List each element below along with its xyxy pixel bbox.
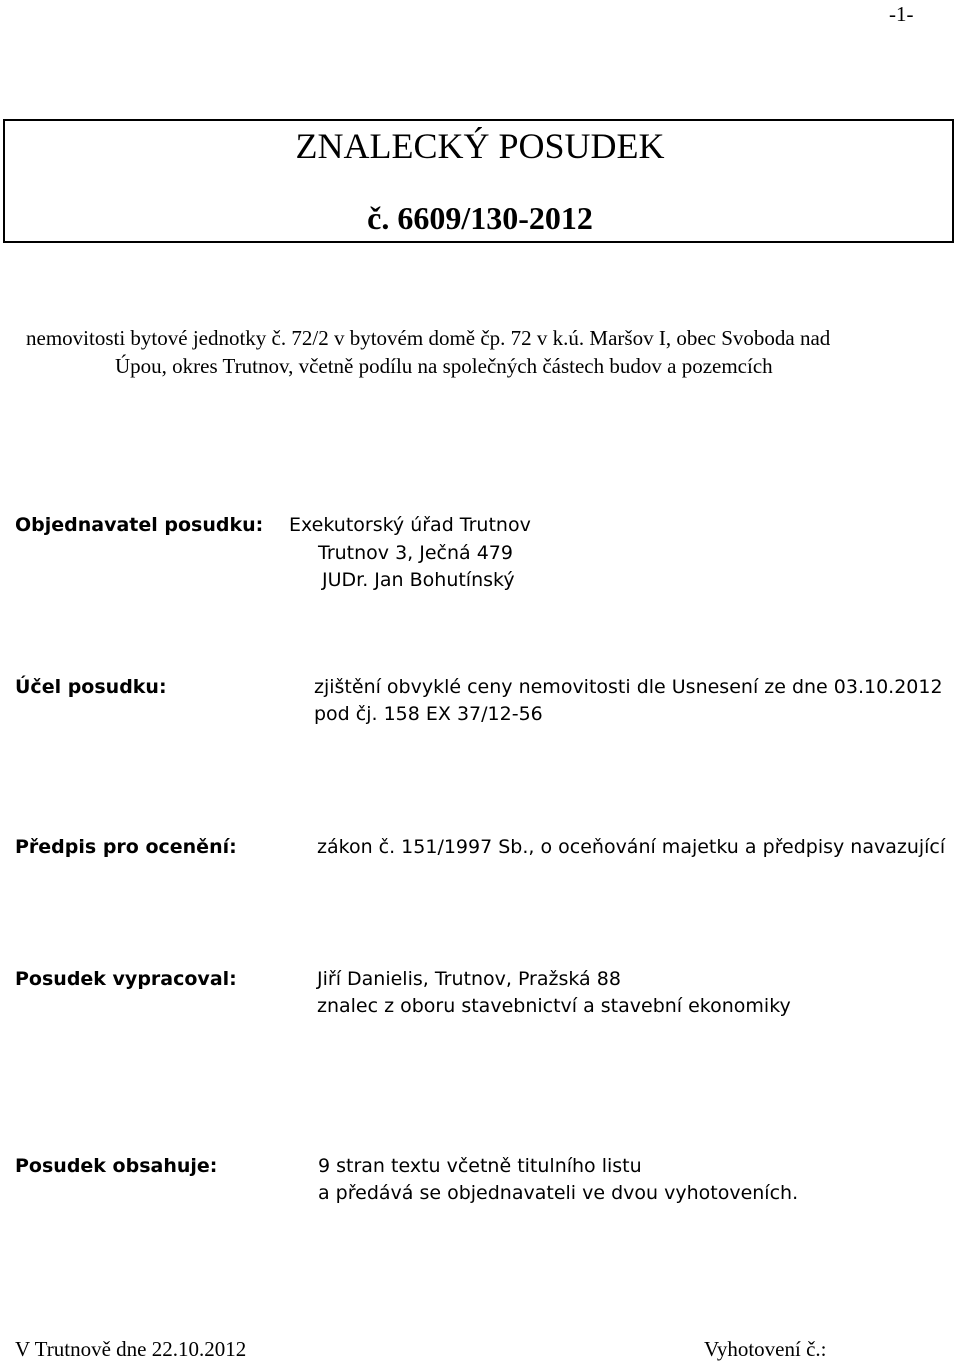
- client-label: Objednavatel posudku:: [15, 514, 264, 536]
- purpose-line-2: pod čj. 158 EX 37/12-56: [314, 703, 543, 725]
- client-line-3: JUDr. Jan Bohutínský: [322, 569, 515, 591]
- footer-place-date: V Trutnově dne 22.10.2012: [15, 1337, 247, 1361]
- purpose-label: Účel posudku:: [15, 676, 167, 698]
- regulation-label: Předpis pro ocenění:: [15, 836, 237, 858]
- regulation-line-1: zákon č. 151/1997 Sb., o oceňování majetku a předpisy navazující: [317, 836, 946, 858]
- subject-line-2: Úpou, okres Trutnov, včetně podílu na společných částech budov a pozemcích: [115, 354, 773, 378]
- author-line-2: znalec z oboru stavebnictví a stavební ekonomiky: [317, 995, 791, 1017]
- author-label: Posudek vypracoval:: [15, 968, 237, 990]
- footer-copy-label: Vyhotovení č.:: [704, 1337, 827, 1361]
- contents-label: Posudek obsahuje:: [15, 1155, 218, 1177]
- client-line-2: Trutnov 3, Ječná 479: [318, 542, 513, 564]
- subject-line-1: nemovitosti bytové jednotky č. 72/2 v bytovém domě čp. 72 v k.ú. Maršov I, obec Svoboda nad: [26, 326, 831, 350]
- contents-line-1: 9 stran textu včetně titulního listu: [318, 1155, 642, 1177]
- contents-line-2: a předává se objednavateli ve dvou vyhotoveních.: [318, 1182, 799, 1204]
- purpose-line-1: zjištění obvyklé ceny nemovitosti dle Usnesení ze dne 03.10.2012: [314, 676, 943, 698]
- document-title: ZNALECKÝ POSUDEK: [295, 126, 665, 166]
- document-number: č. 6609/130-2012: [367, 200, 593, 236]
- client-line-1: Exekutorský úřad Trutnov: [289, 514, 531, 536]
- author-line-1: Jiří Danielis, Trutnov, Pražská 88: [317, 968, 621, 990]
- page-number: -1-: [889, 2, 914, 26]
